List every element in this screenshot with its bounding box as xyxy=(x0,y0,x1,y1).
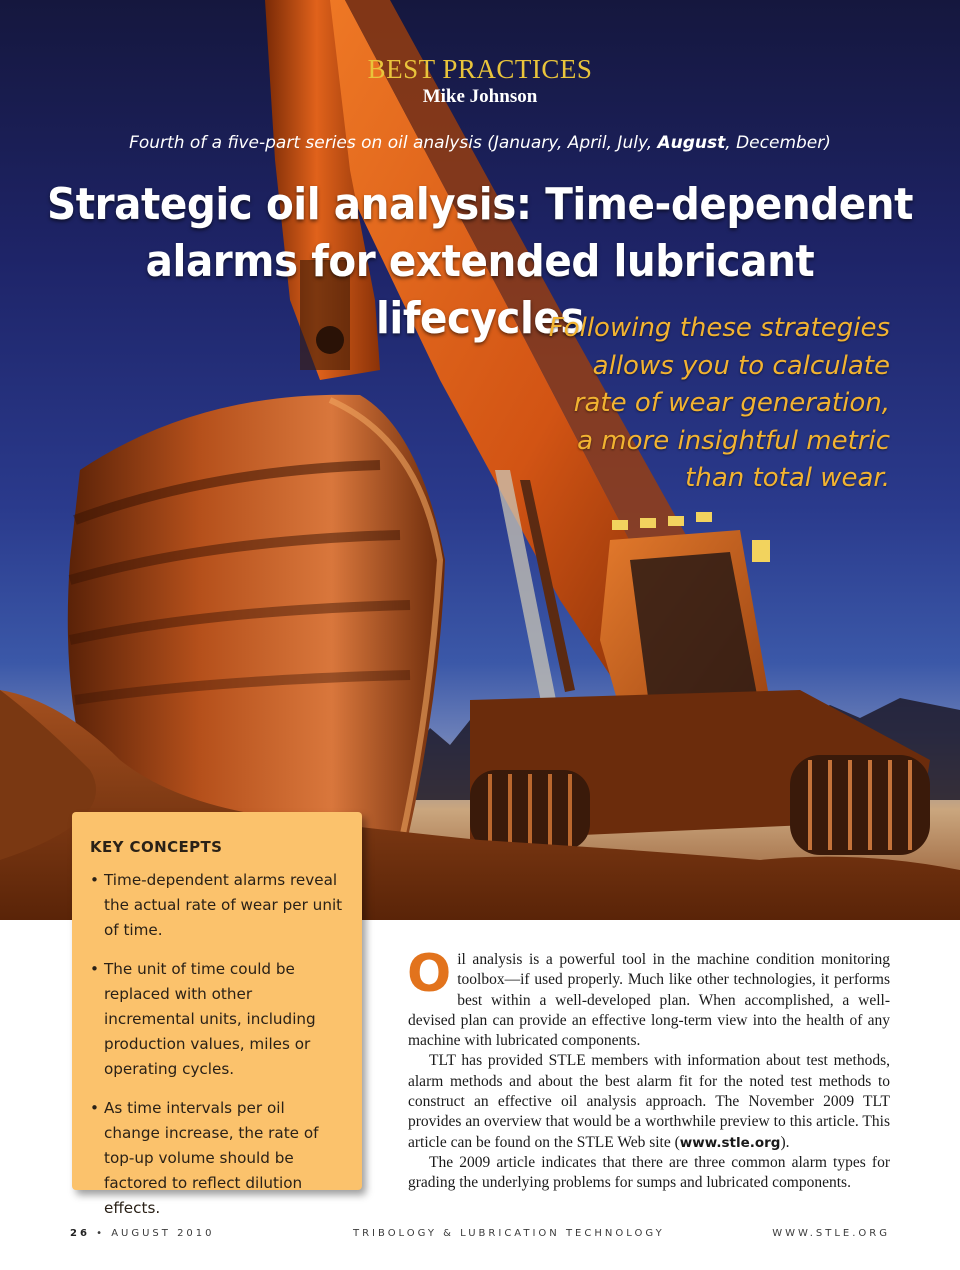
paragraph-2-text-after: ). xyxy=(780,1133,790,1151)
footer-website[interactable]: WWW.STLE.ORG xyxy=(772,1228,890,1239)
deck-line-1: Following these strategies xyxy=(548,313,890,343)
deck-line-3: rate of wear generation, xyxy=(573,388,890,418)
key-concepts-title: KEY CONCEPTS xyxy=(90,838,223,856)
key-concepts-box xyxy=(72,812,362,1217)
key-concept-item xyxy=(90,1096,344,1221)
footer-separator: • xyxy=(96,1228,106,1239)
paragraph-2 xyxy=(408,1051,890,1152)
paragraph-3-text: The 2009 article indicates that there are three common alarm types for grading the underlying problems for sumps and lubricated components. xyxy=(408,1153,890,1192)
key-concepts-list xyxy=(90,868,344,1221)
paragraph-3 xyxy=(408,1153,890,1194)
deck-line-4: a more insightful metric xyxy=(577,425,890,456)
section-title: BEST PRACTICES xyxy=(367,54,593,84)
key-concept-text: The unit of time could be replaced with other incremental units, including production values, miles or operating cycles. xyxy=(104,960,316,1078)
paragraph-1 xyxy=(407,944,890,1051)
series-note-suffix: , December) xyxy=(725,133,831,153)
bullet-icon: • xyxy=(90,960,99,978)
paragraph-1-text: il analysis is a powerful tool in the machine condition monitoring toolbox—if used properly. Much like other technologies, it performs best within a well-developed plan. When accomplished, a well-devised plan can provide an effective long-term view into the health of any machine with lubricated components. xyxy=(408,951,890,1050)
series-note-current-month: August xyxy=(657,133,726,153)
key-concept-text: As time intervals per oil change increase, the rate of top-up volume should be factored to reflect dilution effects. xyxy=(104,1099,319,1217)
website-link[interactable]: www.stle.org xyxy=(679,1134,781,1151)
bullet-icon: • xyxy=(90,1099,99,1117)
headline-line-1: Strategic oil analysis: Time-dependent xyxy=(47,179,913,230)
key-concept-item xyxy=(90,868,344,943)
drop-cap: O xyxy=(407,944,452,1004)
footer-left xyxy=(70,1228,215,1239)
deck-line-2: allows you to calculate xyxy=(592,350,890,381)
deck-line-5: than total wear. xyxy=(685,463,890,493)
article-body xyxy=(407,944,890,1194)
key-concept-item xyxy=(90,957,344,1082)
bullet-icon: • xyxy=(90,871,99,889)
page-footer xyxy=(70,1228,890,1242)
page-number: 26 xyxy=(70,1228,90,1239)
publication-name: TRIBOLOGY & LUBRICATION TECHNOLOGY xyxy=(353,1228,665,1239)
author-name: Mike Johnson xyxy=(422,86,538,107)
key-concept-text: Time-dependent alarms reveal the actual rate of wear per unit of time. xyxy=(104,871,343,939)
headline-line-2: alarms for extended lubricant lifecycles xyxy=(145,236,815,344)
series-note xyxy=(0,133,960,153)
series-note-prefix: Fourth of a five-part series on oil analysis (January, April, July, xyxy=(129,133,658,153)
paragraph-2-text-before: TLT has provided STLE members with information about test methods, alarm methods and about the best alarm fit for the noted test methods to construct an effective oil analysis approach. The November 2009 TLT provides an overview that would be a worthwhile preview to this article. This article can be found on the STLE Web site ( xyxy=(408,1052,890,1151)
article-deck xyxy=(470,310,890,498)
issue-date: AUGUST 2010 xyxy=(111,1228,215,1239)
